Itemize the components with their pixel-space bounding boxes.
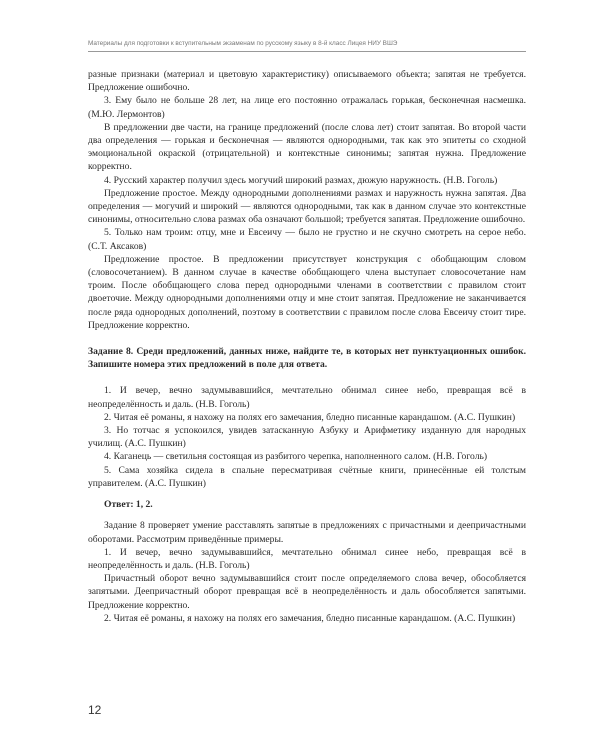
page-number: 12: [88, 703, 102, 717]
paragraph: разные признаки (материал и цветовую характеристику) описываемого объекта; запятая не требуется. Предложение ошибочно.: [88, 69, 526, 94]
paragraph: 4. Русский характер получил здесь могучий широкий размах, дюжую наружность. (Н.В. Гоголь): [104, 174, 498, 186]
explanation-paragraph: Причастный оборот вечно задумывавшийся стоит после определяемого слова вечер, обособляется запятыми. Деепричастный оборот превращая всё в неопределённость и даль обособляется запятыми. Предложение корректно.: [88, 573, 526, 611]
paragraph: 3. Ему было не больше 28 лет, на лице его постоянно отражалась горькая, бесконечная насмешка. (М.Ю. Лермонтов): [88, 95, 526, 120]
paragraph: Предложение простое. Между однородными дополнениями размах и наружность нужна запятая. Два определения — могучий и широкий — являются однородными, так как в данном случае это контекстные синонимы, относительно слова размах оба означают большой; требуется запятая. Предложение ошибочно.: [88, 187, 526, 226]
paragraph: Предложение простое. В предложении присутствует конструкция с обобщающим словом (словосочетанием). В данном случае в качестве обобщающего члена выступает словосочетание нам троим. После обобщающего слова перед однородными членами в соответствии с правилом стоит двоеточие. Между однородными дополнениями отцу и мне стоит запятая. Предложение не заканчивается после ряда однородных дополнений, поэтому в соответствии с правилом после слова Евсеичу стоит тире. Предложение корректно.: [88, 253, 526, 331]
explanation-paragraph: 2. Читая её романы, я нахожу на полях его замечания, бледно писанные карандашом. (А.С. Пушкин): [104, 612, 516, 624]
answer-line: Ответ: 1, 2.: [104, 499, 153, 511]
page-content: [88, 68, 526, 625]
explanation-paragraph: 1. И вечер, вечно задумывавшийся, мечтательно обнимал синее небо, превращая всё в неопределённость и даль. (Н.В. Гоголь): [88, 546, 526, 571]
spacer: [88, 332, 526, 345]
task-heading: Задание 8. Среди предложений, данных ниже, найдите те, в которых нет пунктуационных ошибок. Запишите номера этих предложений в поле для ответа.: [88, 346, 526, 371]
spacer: [88, 511, 526, 519]
running-header: Материалы для подготовки к вступительным экзаменам по русскому языку в 8-й класс Лицея НИУ ВШЭ: [88, 40, 398, 47]
task-sentence: 2. Читая её романы, я нахожу на полях его замечания, бледно писанные карандашом. (А.С. Пушкин): [104, 411, 516, 423]
paragraph: 5. Только нам троим: отцу, мне и Евсеичу — было не грустно и не скучно смотреть на серое небо. (С.Т. Аксаков): [88, 227, 526, 252]
explanation-paragraph: Задание 8 проверяет умение расставлять запятые в предложениях с причастными и деепричастными оборотами. Рассмотрим приведённые примеры.: [88, 520, 526, 545]
task-sentence: 3. Но тотчас я успокоился, увидев затасканную Азбуку и Арифметику изданную для народных училищ. (А.С. Пушкин): [88, 425, 526, 450]
task-sentence: 1. И вечер, вечно задумывавшийся, мечтательно обнимал синее небо, превращая всё в неопределённость и даль. (Н.В. Гоголь): [88, 385, 526, 410]
task-sentence: 4. Каганець — светильня состоящая из разбитого черепка, наполненного салом. (Н.В. Гоголь): [104, 451, 488, 463]
task-sentence: 5. Сама хозяйка сидела в спальне пересматривая счётные книги, принесённые ей толстым управителем. (А.С. Пушкин): [88, 464, 526, 489]
header-rule: [88, 51, 526, 52]
spacer: [88, 490, 526, 498]
spacer: [88, 371, 526, 384]
paragraph: В предложении две части, на границе предложений (после слова лет) стоит запятая. Во второй части два определения — горькая и бесконечная — являются однородными, так как это эпитеты со сходной эмоциональной окраской (отрицательной) и контекстные синонимы; запятая нужна. Предложение корректно.: [88, 121, 526, 173]
